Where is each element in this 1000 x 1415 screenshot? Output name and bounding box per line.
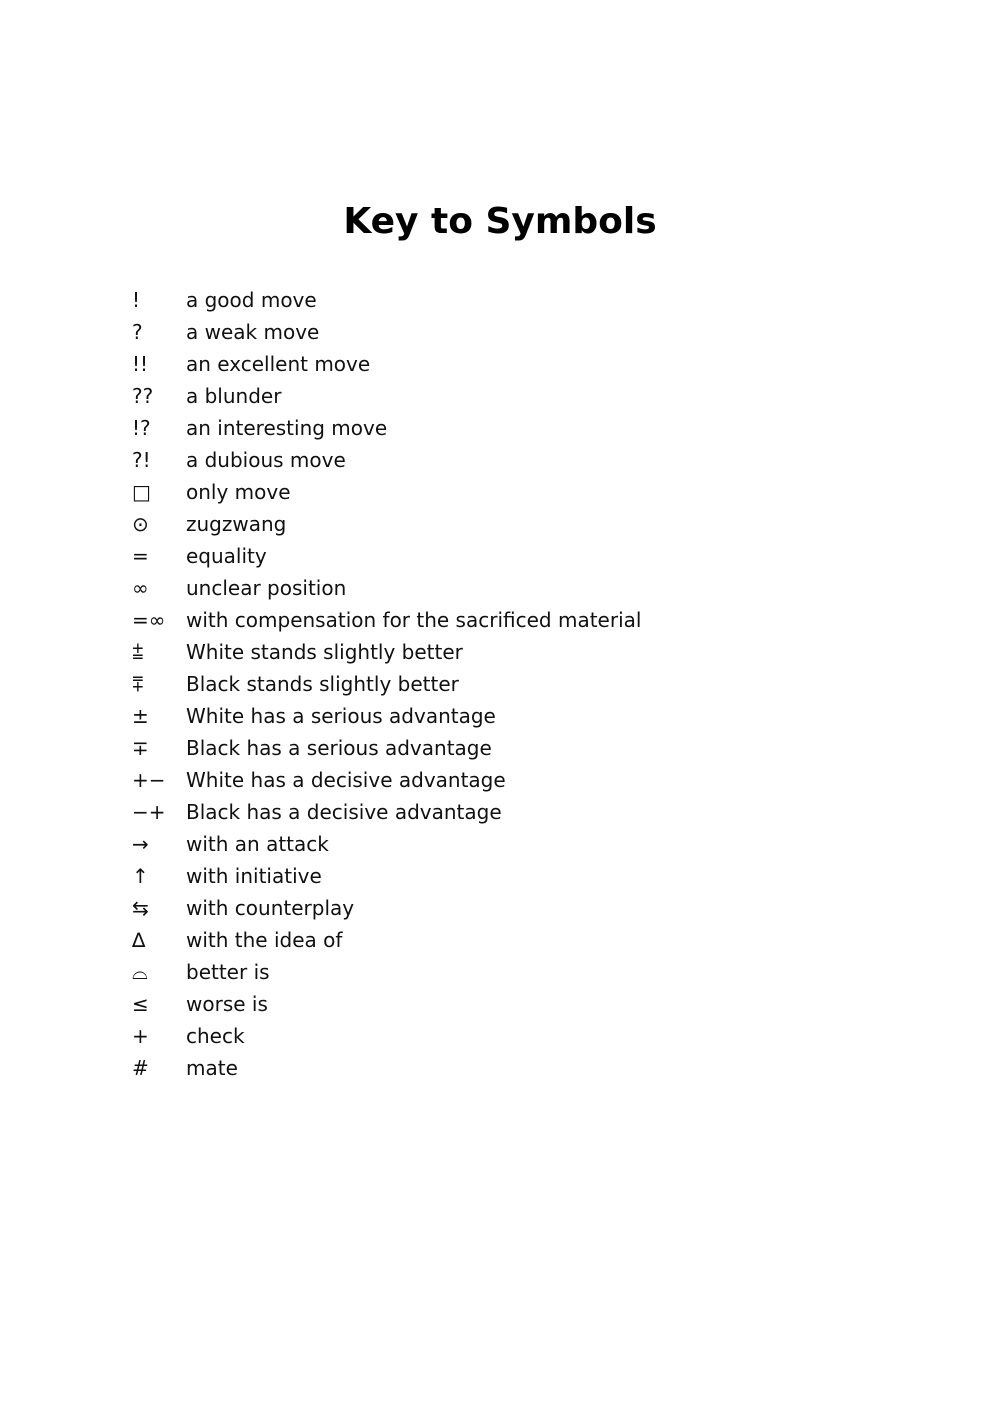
symbol-glyph: ↑ (132, 864, 149, 888)
symbol-glyph: ± (132, 704, 149, 728)
symbol-meaning: Black stands slightly better (186, 672, 459, 696)
symbol-glyph: + (132, 1024, 149, 1048)
symbol-glyph: → (132, 832, 149, 856)
symbol-row-weak-move (132, 316, 892, 348)
page-title: Key to Symbols (343, 201, 657, 242)
symbol-glyph: ⇆ (132, 896, 149, 920)
symbol-meaning: better is (186, 960, 270, 984)
symbol-glyph: +− (132, 768, 166, 792)
symbol-row-idea-of (132, 924, 892, 956)
symbol-glyph: ∆ (132, 928, 146, 952)
symbol-row-interesting-move (132, 412, 892, 444)
symbol-meaning: only move (186, 480, 291, 504)
symbol-row-black-decisive-advantage (132, 796, 892, 828)
symbol-meaning: equality (186, 544, 267, 568)
symbol-meaning: Black has a serious advantage (186, 736, 492, 760)
symbol-glyph: ⩲ (132, 640, 144, 664)
symbol-meaning: with initiative (186, 864, 322, 888)
symbol-row-unclear-position (132, 572, 892, 604)
symbol-glyph: ⊙ (132, 512, 149, 536)
symbol-glyph: ⌓ (132, 960, 148, 984)
symbol-glyph: −+ (132, 800, 166, 824)
symbol-meaning: mate (186, 1056, 238, 1080)
symbol-row-white-serious-advantage (132, 700, 892, 732)
symbol-meaning: with an attack (186, 832, 329, 856)
symbol-row-good-move (132, 284, 892, 316)
symbol-row-black-serious-advantage (132, 732, 892, 764)
symbol-meaning: with compensation for the sacrificed material (186, 608, 642, 632)
symbol-list (132, 284, 892, 1084)
symbol-glyph: ?! (132, 448, 151, 472)
symbol-meaning: an interesting move (186, 416, 388, 440)
symbol-row-mate (132, 1052, 892, 1084)
symbol-glyph: ? (132, 320, 143, 344)
symbol-glyph: ∓ (132, 736, 149, 760)
symbol-glyph: =∞ (132, 608, 166, 632)
symbol-glyph: ! (132, 288, 141, 312)
symbol-row-white-slightly-better (132, 636, 892, 668)
symbol-meaning: worse is (186, 992, 268, 1016)
symbol-meaning: check (186, 1024, 245, 1048)
symbol-meaning: an excellent move (186, 352, 371, 376)
symbol-meaning: a good move (186, 288, 317, 312)
symbol-meaning: White stands slightly better (186, 640, 463, 664)
symbol-glyph: !! (132, 352, 149, 376)
symbol-row-black-slightly-better (132, 668, 892, 700)
symbol-glyph: ⩱ (132, 672, 144, 696)
symbol-meaning: zugzwang (186, 512, 287, 536)
symbol-row-only-move (132, 476, 892, 508)
symbol-glyph: □ (132, 480, 151, 504)
symbol-meaning: a weak move (186, 320, 320, 344)
symbol-glyph: ?? (132, 384, 154, 408)
symbol-row-excellent-move (132, 348, 892, 380)
symbol-meaning: a blunder (186, 384, 282, 408)
symbol-meaning: unclear position (186, 576, 347, 600)
symbol-glyph: !? (132, 416, 151, 440)
symbol-row-dubious-move (132, 444, 892, 476)
symbol-meaning: a dubious move (186, 448, 346, 472)
symbol-row-worse-is (132, 988, 892, 1020)
symbol-glyph: = (132, 544, 149, 568)
symbol-meaning: White has a decisive advantage (186, 768, 506, 792)
symbol-glyph: # (132, 1056, 149, 1080)
symbol-row-white-decisive-advantage (132, 764, 892, 796)
symbol-row-blunder (132, 380, 892, 412)
symbol-row-better-is (132, 956, 892, 988)
symbol-meaning: White has a serious advantage (186, 704, 496, 728)
symbol-row-equality (132, 540, 892, 572)
symbol-row-initiative (132, 860, 892, 892)
symbol-row-zugzwang (132, 508, 892, 540)
symbol-row-compensation (132, 604, 892, 636)
symbol-row-counterplay (132, 892, 892, 924)
symbol-glyph: ≤ (132, 992, 149, 1016)
symbol-row-attack (132, 828, 892, 860)
symbol-row-check (132, 1020, 892, 1052)
symbol-meaning: Black has a decisive advantage (186, 800, 502, 824)
symbol-meaning: with the idea of (186, 928, 343, 952)
symbol-glyph: ∞ (132, 576, 149, 600)
symbol-meaning: with counterplay (186, 896, 355, 920)
